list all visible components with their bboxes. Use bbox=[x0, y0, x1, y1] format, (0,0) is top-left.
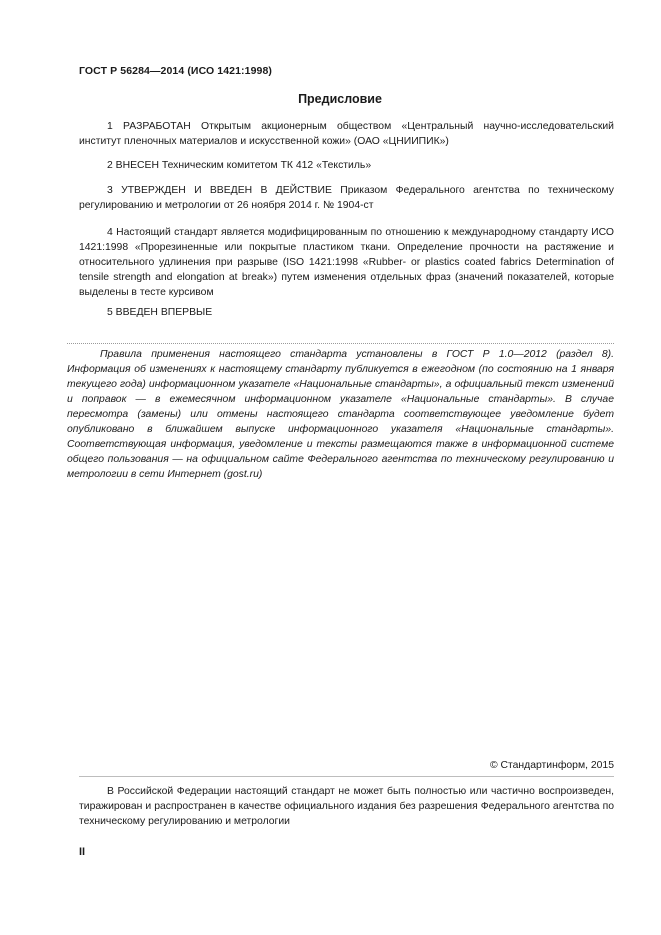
application-rules-notice bbox=[67, 343, 614, 482]
foreword-item-1: 1 РАЗРАБОТАН Открытым акционерным обществом «Центральный научно-исследовательский институт пленочных материалов и искусственной кожи» (ОАО «ЦНИИПИК») bbox=[79, 121, 614, 147]
foreword-item-2: 2 ВНЕСЕН Техническим комитетом ТК 412 «Текстиль» bbox=[107, 160, 372, 171]
foreword-item-4: 4 Настоящий стандарт является модифицированным по отношению к международному стандарту ИСО 1421:1998 «Прорезиненные или покрытые пластиком ткани. Определение прочности на растяжение и относительного удлинения при разрыве (ISO 1421:1998 «Rubber- or plastics coated fabrics Determination of tensile strength and elongation at break») путем изменения отдельных фраз (значений показателей, которые выделены в тесте курсивом bbox=[79, 227, 614, 298]
section-title: Предисловие bbox=[298, 92, 382, 106]
standard-code-header: ГОСТ Р 56284—2014 (ИСО 1421:1998) bbox=[79, 65, 272, 77]
copyright-line: © Стандартинформ, 2015 bbox=[489, 760, 614, 771]
application-rules-text: Правила применения настоящего стандарта установлены в ГОСТ Р 1.0—2012 (раздел 8). Информация об изменениях к настоящему стандарту публикуется в ежегодном (по состоянию на 1 января текущего года) информационном указателе «Национальные стандарты», а официальный текст изменений и поправок — в ежемесячном информационном указателе «Национальные стандарты». В случае пересмотра (замены) или отмены настоящего стандарта соответствующее уведомление будет опубликовано в ближайшем выпуске информационного указателя «Национальные стандарты». Соответствующая информация, уведомление и тексты размещаются также в информационной системе общего пользования — на официальном сайте Федерального агентства по техническому регулированию и метрологии в сети Интернет (gost.ru) bbox=[67, 349, 614, 480]
divider bbox=[79, 776, 614, 777]
foreword-item-5: 5 ВВЕДЕН ВПЕРВЫЕ bbox=[107, 307, 213, 318]
reproduction-notice: В Российской Федерации настоящий стандарт не может быть полностью или частично воспроизведен, тиражирован и распространен в качестве официального издания без разрешения Федерального агентства по техническому регулированию и метрологии bbox=[79, 786, 614, 827]
foreword-item-3: 3 УТВЕРЖДЕН И ВВЕДЕН В ДЕЙСТВИЕ Приказом Федерального агентства по техническому регулированию и метрологии от 26 ноября 2014 г. № 1904-ст bbox=[79, 185, 614, 211]
page-number: II bbox=[79, 846, 86, 858]
